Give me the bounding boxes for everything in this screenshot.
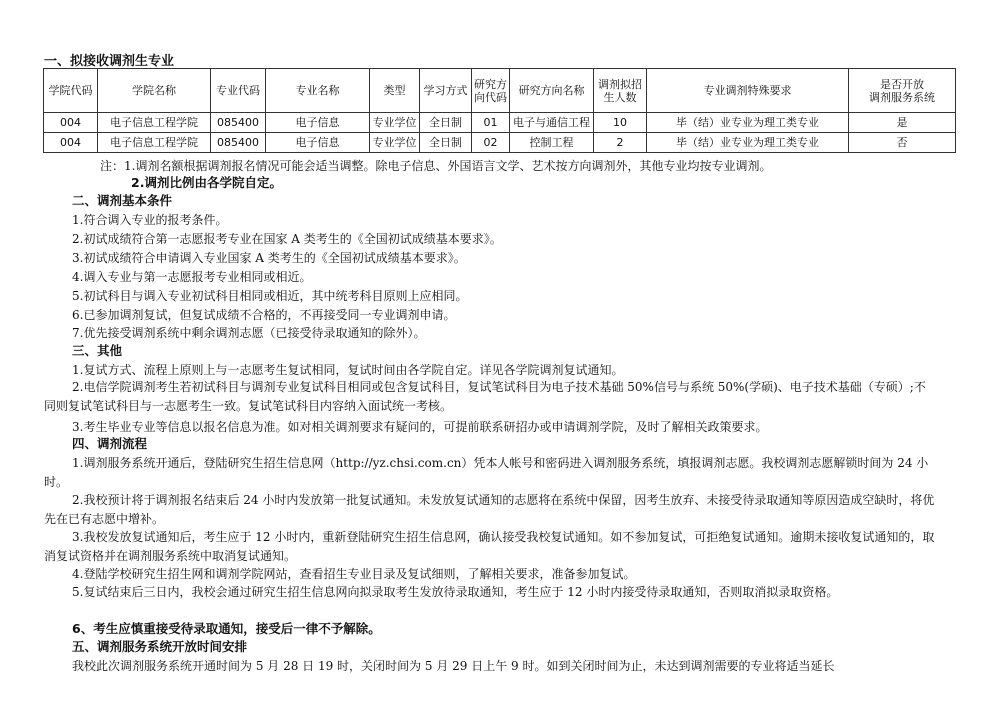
- note-1: 注：1.调剂名额根据调剂报名情况可能会适当调整。除电子信息、外国语言文学、艺术按方向调剂外，其他专业均按专业调剂。: [100, 159, 772, 173]
- table-cell: 毕（结）业专业为理工类专业: [647, 113, 849, 133]
- process-item: 3.我校发放复试通知后，考生应于 12 小时内，重新登陆研究生招生信息网，确认接受我校复试通知。如不参加复试，可拒绝复试通知。逾期未接收复试通知的，取消复试资格并在调剂服务系统中取消复试通知。: [44, 530, 935, 563]
- th-college-name: 学院名称: [98, 69, 211, 113]
- table-cell: 电子信息: [266, 133, 370, 153]
- section-title-1: 一、拟接收调剂生专业: [44, 54, 175, 69]
- table-cell: 是: [849, 113, 956, 133]
- section-title-3: 三、其他: [72, 343, 123, 358]
- table-cell: 085400: [211, 113, 266, 133]
- table-cell: 专业学位: [370, 113, 420, 133]
- majors-table: [43, 68, 956, 153]
- table-cell: 否: [849, 133, 956, 153]
- note-2: 2.调剂比例由各学院自定。: [131, 175, 282, 190]
- schedule-text: 我校此次调剂服务系统开通时间为 5 月 28 日 19 时，关闭时间为 5 月 29 日上午 9 时。如到关闭时间为止，未达到调剂需要的专业将适当延长: [72, 659, 835, 673]
- process-item: 5.复试结束后三日内，我校会通过研究生招生信息网向拟录取考生发放待录取通知，考生应于 12 小时内接受待录取通知，否则取消拟录取资格。: [72, 585, 839, 599]
- process-item: 2.我校预计将于调剂报名结束后 24 小时内发放第一批复试通知。未发放复试通知的志愿将在系统中保留，因考生放弃、未接受待录取通知等原因造成空缺时，将优先在已有志愿中增补。: [44, 493, 935, 526]
- condition-item: 6.已参加调剂复试，但复试成绩不合格的，不再接受同一专业调剂申请。: [72, 308, 456, 322]
- condition-item: 7.优先接受调剂系统中剩余调剂志愿（已接受待录取通知的除外）。: [72, 326, 426, 340]
- table-cell: 专业学位: [370, 133, 420, 153]
- th-type: 类型: [370, 69, 420, 113]
- table-cell: 004: [44, 133, 98, 153]
- table-row: [44, 133, 956, 153]
- th-special-req: 专业调剂特殊要求: [647, 69, 849, 113]
- section-title-2: 二、调剂基本条件: [72, 193, 173, 208]
- process-item: 4.登陆学校研究生招生网和调剂学院网站，查看招生专业目录及复试细则，了解相关要求，准备参加复试。: [72, 567, 636, 581]
- condition-item: 5.初试科目与调入专业初试科目相同或相近，其中统考科目原则上应相同。: [72, 289, 468, 303]
- table-cell: 02: [472, 133, 510, 153]
- other-item: 2.电信学院调剂考生若初试科目与调剂专业复试科目相同或包含复试科目，复试笔试科目为电子技术基础 50%信号与系统 50%(学硕)、电子技术基础（专硕）;不同则复试笔试科目与一志愿考生一致。复试笔试科目内容纳入面试统一考核。: [44, 380, 926, 413]
- table-cell: 电子信息工程学院: [98, 113, 211, 133]
- th-college-code: 学院代码: [44, 69, 98, 113]
- table-cell: 电子与通信工程: [510, 113, 594, 133]
- th-major-name: 专业名称: [266, 69, 370, 113]
- table-cell: 毕（结）业专业为理工类专业: [647, 133, 849, 153]
- condition-item: 4.调入专业与第一志愿报考专业相同或相近。: [72, 270, 312, 284]
- table-row: [44, 113, 956, 133]
- section-title-5: 五、调剂服务系统开放时间安排: [72, 639, 248, 654]
- table-cell: 全日制: [420, 133, 472, 153]
- table-header-row: [44, 69, 956, 113]
- table-cell: 电子信息: [266, 113, 370, 133]
- table-cell: 电子信息工程学院: [98, 133, 211, 153]
- table-cell: 控制工程: [510, 133, 594, 153]
- th-major-code: 专业代码: [211, 69, 266, 113]
- th-study-mode: 学习方式: [420, 69, 472, 113]
- section-title-4: 四、调剂流程: [72, 436, 148, 451]
- table-cell: 2: [594, 133, 647, 153]
- table-cell: 01: [472, 113, 510, 133]
- process-item: 1.调剂服务系统开通后，登陆研究生招生信息网（http://yz.chsi.com.cn）凭本人帐号和密码进入调剂服务系统，填报调剂志愿。我校调剂志愿解锁时间为 24 小时。: [44, 456, 929, 489]
- table-cell: 085400: [211, 133, 266, 153]
- table-cell: 10: [594, 113, 647, 133]
- th-direction-name: 研究方向名称: [510, 69, 594, 113]
- condition-item: 1.符合调入专业的报考条件。: [72, 213, 228, 227]
- other-item: 3.考生毕业专业等信息以报名信息为准。如对相关调剂要求有疑问的，可提前联系研招办或申请调剂学院，及时了解相关政策要求。: [72, 420, 768, 434]
- section-title-6: 6、考生应慎重接受待录取通知，接受后一律不予解除。: [72, 621, 381, 636]
- condition-item: 3.初试成绩符合申请调入专业国家 A 类考生的《全国初试成绩基本要求》。: [72, 251, 466, 265]
- th-direction-code: 研究方 向代码: [472, 69, 510, 113]
- table-cell: 全日制: [420, 113, 472, 133]
- table-cell: 004: [44, 113, 98, 133]
- condition-item: 2.初试成绩符合第一志愿报考专业在国家 A 类考生的《全国初试成绩基本要求》。: [72, 232, 502, 246]
- other-item: 1.复试方式、流程上原则上与一志愿考生复试相同，复试时间由各学院自定。详见各学院调剂复试通知。: [72, 363, 624, 377]
- th-quota: 调剂拟招 生人数: [594, 69, 647, 113]
- th-open-system: 是否开放 调剂服务系统: [849, 69, 956, 113]
